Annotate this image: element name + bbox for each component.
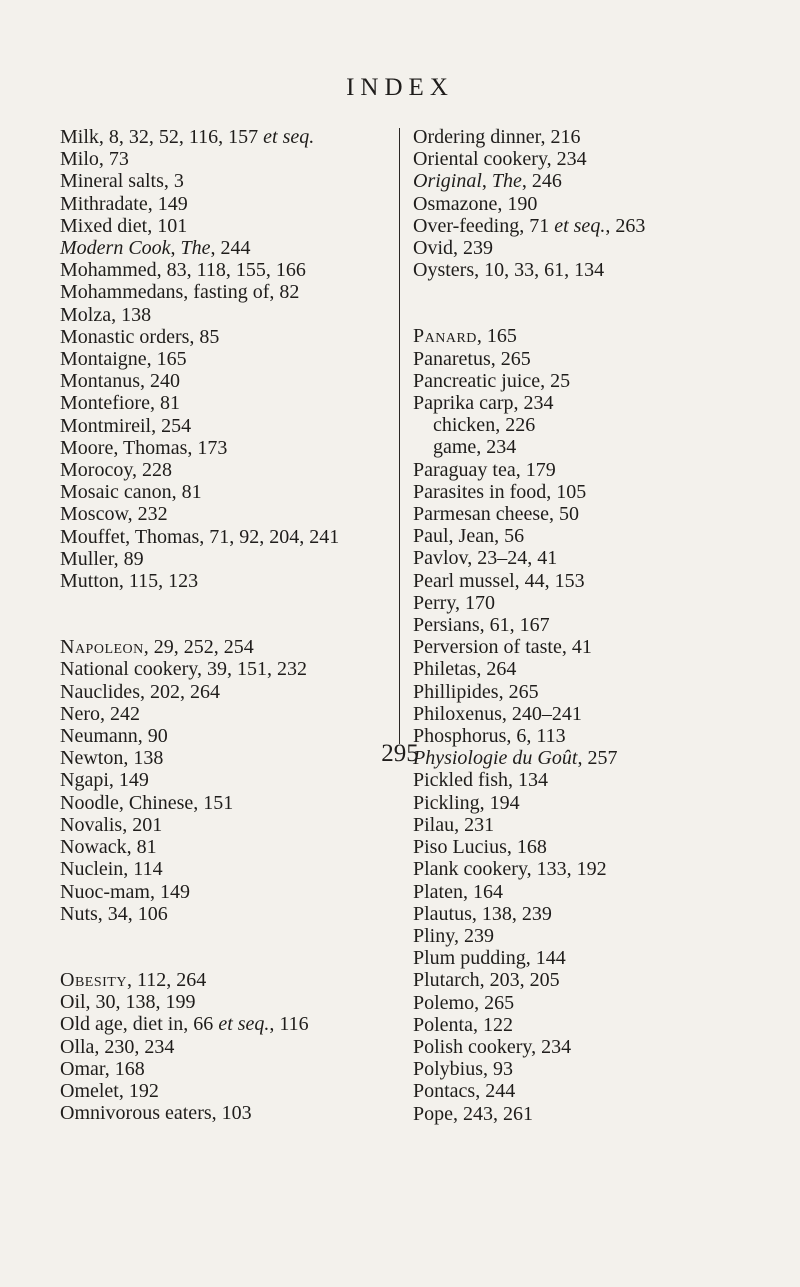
entry-text: Obesity bbox=[60, 968, 127, 991]
index-entry bbox=[60, 570, 390, 592]
entry-text: Mohammedans, fasting of, 82 bbox=[60, 281, 300, 304]
entry-text: , 244 bbox=[210, 237, 251, 260]
index-entry bbox=[60, 548, 390, 570]
index-entry bbox=[60, 769, 390, 791]
index-entry bbox=[413, 1036, 783, 1058]
index-entry bbox=[413, 503, 783, 525]
index-entry bbox=[60, 237, 390, 259]
entry-text: Moore, Thomas, 173 bbox=[60, 436, 228, 459]
entry-text: Montefiore, 81 bbox=[60, 392, 180, 415]
entry-text: Omnivorous eaters, 103 bbox=[60, 1102, 252, 1125]
index-entry bbox=[60, 370, 390, 392]
index-entry bbox=[413, 126, 783, 148]
index-entry bbox=[60, 481, 390, 503]
index-entry bbox=[413, 148, 783, 170]
entry-text: Omelet, 192 bbox=[60, 1079, 159, 1102]
entry-text: , 165 bbox=[476, 325, 517, 348]
entry-text: Plum pudding, 144 bbox=[413, 947, 566, 970]
index-entry bbox=[413, 792, 783, 814]
index-entry bbox=[60, 1013, 390, 1035]
entry-text: Ordering dinner, 216 bbox=[413, 126, 581, 148]
entry-text: , 112, 264 bbox=[126, 968, 207, 991]
entry-text: Paraguay tea, 179 bbox=[413, 458, 556, 481]
index-entry bbox=[413, 592, 783, 614]
entry-text: Old age, diet in, 66 bbox=[60, 1013, 219, 1036]
index-entry bbox=[60, 348, 390, 370]
entry-text: Plank cookery, 133, 192 bbox=[413, 858, 607, 881]
entry-text: Nuoc-mam, 149 bbox=[60, 880, 190, 903]
index-entry bbox=[60, 658, 390, 680]
entry-text: Panaretus, 265 bbox=[413, 347, 531, 370]
entry-text: Paprika carp, 234 bbox=[413, 392, 554, 415]
index-entry bbox=[413, 703, 783, 725]
entry-text: chicken, 226 bbox=[433, 414, 536, 437]
index-entry bbox=[60, 1080, 390, 1102]
entry-text: , 116 bbox=[269, 1013, 309, 1036]
entry-text: Osmazone, 190 bbox=[413, 192, 538, 215]
entry-text: Pilau, 231 bbox=[413, 813, 495, 836]
index-entry bbox=[60, 148, 390, 170]
entry-text: Ovid, 239 bbox=[413, 237, 493, 260]
entry-text: Phosphorus, 6, 113 bbox=[413, 725, 566, 748]
entry-text: Oysters, 10, 33, 61, 134 bbox=[413, 259, 605, 282]
entry-text: Ngapi, 149 bbox=[60, 769, 149, 792]
index-entry bbox=[60, 459, 390, 481]
entry-text: Milo, 73 bbox=[60, 148, 129, 171]
entry-text: Over-feeding, 71 bbox=[413, 214, 555, 237]
entry-text: Montmireil, 254 bbox=[60, 414, 192, 437]
entry-text: , 263 bbox=[605, 214, 646, 237]
index-subentry bbox=[413, 414, 783, 436]
index-entry bbox=[413, 836, 783, 858]
index-entry bbox=[60, 437, 390, 459]
section-gap bbox=[60, 925, 390, 969]
entry-text: Polybius, 93 bbox=[413, 1058, 514, 1081]
entry-text: Nuclein, 114 bbox=[60, 858, 163, 881]
entry-text: The bbox=[491, 170, 522, 193]
index-entry bbox=[60, 126, 390, 148]
section-gap bbox=[60, 592, 390, 636]
entry-text: The bbox=[180, 237, 211, 260]
index-entry bbox=[413, 348, 783, 370]
index-entry bbox=[413, 459, 783, 481]
index-entry bbox=[413, 681, 783, 703]
index-entry bbox=[60, 259, 390, 281]
index-entry bbox=[413, 525, 783, 547]
entry-text: Morocoy, 228 bbox=[60, 459, 173, 482]
entry-text: Oriental cookery, 234 bbox=[413, 148, 587, 171]
index-entry bbox=[60, 392, 390, 414]
entry-text: Piso Lucius, 168 bbox=[413, 836, 547, 859]
entry-text: Parmesan cheese, 50 bbox=[413, 503, 580, 526]
entry-text: Monastic orders, 85 bbox=[60, 325, 220, 348]
index-entry bbox=[413, 881, 783, 903]
entry-text: Neumann, 90 bbox=[60, 725, 168, 748]
entry-text: game, 234 bbox=[433, 436, 517, 459]
entry-text: Newton, 138 bbox=[60, 747, 164, 770]
entry-text: Mixed diet, 101 bbox=[60, 214, 188, 237]
index-entry bbox=[413, 992, 783, 1014]
index-entry bbox=[413, 481, 783, 503]
index-entry bbox=[413, 325, 783, 347]
entry-text: Philoxenus, 240–241 bbox=[413, 702, 582, 725]
index-entry bbox=[60, 1102, 390, 1124]
entry-text: Mineral salts, 3 bbox=[60, 170, 184, 193]
entry-text: Mosaic canon, 81 bbox=[60, 481, 202, 504]
entry-text: Pope, 243, 261 bbox=[413, 1102, 533, 1125]
index-entry bbox=[60, 526, 390, 548]
entry-text: , 246 bbox=[521, 170, 562, 193]
entry-text: Original bbox=[413, 170, 482, 193]
index-entry bbox=[60, 814, 390, 836]
index-entry bbox=[60, 1036, 390, 1058]
index-entry bbox=[413, 1103, 783, 1125]
entry-text: Philetas, 264 bbox=[413, 658, 517, 681]
index-entry bbox=[413, 1058, 783, 1080]
entry-text: Panard bbox=[413, 325, 477, 348]
entry-text: Oil, 30, 138, 199 bbox=[60, 991, 196, 1014]
entry-text: Molza, 138 bbox=[60, 303, 152, 326]
entry-text: Perversion of taste, 41 bbox=[413, 636, 592, 659]
entry-text: Muller, 89 bbox=[60, 547, 144, 570]
entry-text: Olla, 230, 234 bbox=[60, 1035, 175, 1058]
entry-text: , bbox=[481, 170, 492, 193]
index-column-right bbox=[413, 126, 783, 1125]
index-entry bbox=[60, 415, 390, 437]
entry-text: Polish cookery, 234 bbox=[413, 1035, 572, 1058]
entry-text: Polemo, 265 bbox=[413, 991, 515, 1014]
index-entry bbox=[413, 259, 783, 281]
index-entry bbox=[413, 658, 783, 680]
entry-text: Montaigne, 165 bbox=[60, 348, 187, 371]
entry-text: Parasites in food, 105 bbox=[413, 480, 587, 503]
entry-text: , 257 bbox=[577, 747, 618, 770]
entry-text: Modern Cook bbox=[60, 237, 171, 260]
index-entry bbox=[413, 1080, 783, 1102]
entry-text: et seq. bbox=[263, 126, 315, 148]
entry-text: National cookery, 39, 151, 232 bbox=[60, 658, 307, 681]
index-subentry bbox=[413, 436, 783, 458]
index-entry bbox=[413, 215, 783, 237]
index-entry bbox=[60, 193, 390, 215]
index-entry bbox=[60, 969, 390, 991]
entry-text: Phillipides, 265 bbox=[413, 680, 539, 703]
index-entry bbox=[413, 814, 783, 836]
index-entry bbox=[413, 769, 783, 791]
index-column-left bbox=[60, 126, 390, 1124]
entry-text: Mutton, 115, 123 bbox=[60, 570, 199, 593]
index-entry bbox=[60, 991, 390, 1013]
index-entry bbox=[413, 547, 783, 569]
index-entry bbox=[60, 681, 390, 703]
entry-text: Mouffet, Thomas, 71, 92, 204, 241 bbox=[60, 525, 340, 548]
index-entry bbox=[60, 1058, 390, 1080]
entry-text: Pancreatic juice, 25 bbox=[413, 369, 571, 392]
entry-text: Polenta, 122 bbox=[413, 1013, 513, 1036]
index-entry bbox=[413, 370, 783, 392]
index-entry bbox=[413, 392, 783, 414]
index-entry bbox=[413, 170, 783, 192]
entry-text: Pickled fish, 134 bbox=[413, 769, 548, 792]
entry-text: Physiologie du Goût bbox=[413, 747, 578, 770]
column-divider bbox=[399, 128, 400, 744]
entry-text: Mithradate, 149 bbox=[60, 192, 188, 215]
entry-text: Nauclides, 202, 264 bbox=[60, 680, 220, 703]
index-entry bbox=[60, 304, 390, 326]
entry-text: Nero, 242 bbox=[60, 702, 140, 725]
entry-text: Montanus, 240 bbox=[60, 370, 180, 393]
entry-text: Nuts, 34, 106 bbox=[60, 902, 168, 925]
index-entry bbox=[60, 881, 390, 903]
index-entry bbox=[413, 614, 783, 636]
index-entry bbox=[413, 1014, 783, 1036]
page-header: INDEX bbox=[346, 74, 454, 101]
index-entry bbox=[60, 326, 390, 348]
entry-text: Perry, 170 bbox=[413, 591, 496, 614]
entry-text: Napoleon bbox=[60, 636, 144, 659]
index-entry bbox=[413, 570, 783, 592]
index-entry bbox=[413, 903, 783, 925]
index-entry bbox=[60, 281, 390, 303]
page-number: 295 bbox=[381, 740, 419, 767]
entry-text: et seq. bbox=[218, 1013, 270, 1036]
index-entry bbox=[413, 193, 783, 215]
index-entry bbox=[60, 836, 390, 858]
index-entry bbox=[413, 947, 783, 969]
index-entry bbox=[413, 237, 783, 259]
entry-text: Mohammed, 83, 118, 155, 166 bbox=[60, 259, 306, 282]
index-entry bbox=[60, 636, 390, 658]
entry-text: , 29, 252, 254 bbox=[143, 636, 254, 659]
index-entry bbox=[60, 503, 390, 525]
entry-text: Moscow, 232 bbox=[60, 503, 168, 526]
index-entry bbox=[60, 215, 390, 237]
entry-text: Persians, 61, 167 bbox=[413, 614, 550, 637]
index-entry bbox=[60, 703, 390, 725]
entry-text: Platen, 164 bbox=[413, 880, 503, 903]
entry-text: Nowack, 81 bbox=[60, 836, 157, 859]
entry-text: Novalis, 201 bbox=[60, 813, 163, 836]
index-entry bbox=[60, 903, 390, 925]
index-entry bbox=[413, 925, 783, 947]
index-entry bbox=[60, 170, 390, 192]
entry-text: et seq. bbox=[554, 214, 606, 237]
entry-text: Pliny, 239 bbox=[413, 924, 494, 947]
index-entry bbox=[413, 858, 783, 880]
entry-text: Noodle, Chinese, 151 bbox=[60, 791, 234, 814]
index-entry bbox=[60, 858, 390, 880]
entry-text: Plautus, 138, 239 bbox=[413, 902, 552, 925]
index-entry bbox=[60, 792, 390, 814]
entry-text: Milk, 8, 32, 52, 116, 157 bbox=[60, 126, 264, 148]
entry-text: Pavlov, 23–24, 41 bbox=[413, 547, 558, 570]
index-entry bbox=[413, 969, 783, 991]
entry-text: Pontacs, 244 bbox=[413, 1080, 516, 1103]
entry-text: Pickling, 194 bbox=[413, 791, 520, 814]
entry-text: , bbox=[170, 237, 181, 260]
entry-text: Paul, Jean, 56 bbox=[413, 525, 525, 548]
section-gap bbox=[413, 281, 783, 325]
entry-text: Plutarch, 203, 205 bbox=[413, 969, 560, 992]
entry-text: Omar, 168 bbox=[60, 1057, 145, 1080]
index-entry bbox=[413, 636, 783, 658]
entry-text: Pearl mussel, 44, 153 bbox=[413, 569, 585, 592]
